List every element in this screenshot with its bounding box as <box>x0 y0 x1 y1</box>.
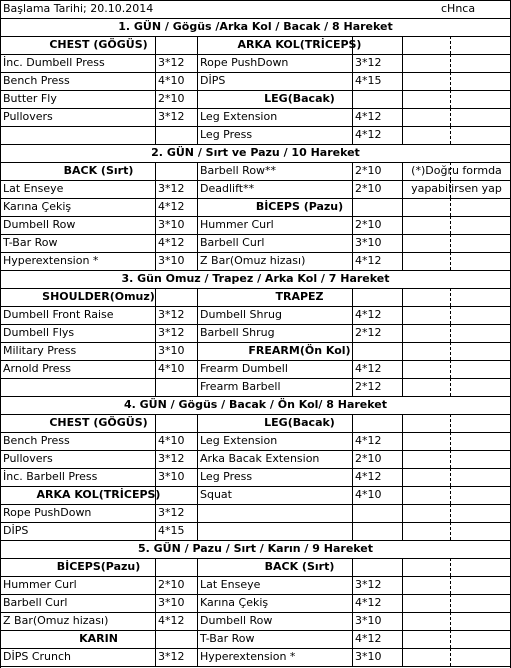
exercise-name: Dumbell Flys <box>3 326 75 339</box>
exercise-name: DİPS Crunch <box>3 650 71 663</box>
sets-reps: 4*12 <box>158 614 185 627</box>
sets-reps: 4*10 <box>158 362 185 375</box>
exercise-name: Pullovers <box>3 110 53 123</box>
sets-reps: 2*10 <box>355 452 382 465</box>
table-row <box>0 126 511 144</box>
day1-title: 1. GÜN / Gögüs /Arka Kol / Bacak / 8 Hareket <box>118 20 393 33</box>
sets-reps: 3*12 <box>355 578 382 591</box>
sets-reps: 4*15 <box>158 524 185 537</box>
day5-karin-heading: KARIN <box>79 632 118 645</box>
exercise-name: Lat Enseye <box>3 182 64 195</box>
sets-reps: 4*12 <box>355 434 382 447</box>
exercise-name: Barbell Curl <box>3 596 68 609</box>
exercise-name: Hyperextension * <box>200 650 296 663</box>
exercise-name: Butter Fly <box>3 92 57 105</box>
sets-reps: 2*10 <box>158 578 185 591</box>
day4-title-row <box>0 396 511 414</box>
sets-reps: 4*12 <box>355 254 382 267</box>
exercise-name: Leg Press <box>200 470 253 483</box>
day2-note-line1: (*)Doğru formda <box>411 164 502 177</box>
day3-title-row <box>0 270 511 288</box>
day2-title-row <box>0 144 511 162</box>
table-row <box>0 468 511 486</box>
exercise-name: Barbell Row** <box>200 164 277 177</box>
exercise-name: İnc. Dumbell Press <box>3 56 105 69</box>
table-row <box>0 342 511 360</box>
day4-chest-heading: CHEST (GÖGÜS) <box>49 416 148 429</box>
table-row <box>0 234 511 252</box>
exercise-name: Lat Enseye <box>200 578 261 591</box>
day5-biceps-heading: BİCEPS(Pazu) <box>56 560 141 573</box>
day4-header-row <box>0 414 511 432</box>
exercise-name: T-Bar Row <box>200 632 255 645</box>
header-row <box>0 0 511 18</box>
day1-chest-heading: CHEST (GÖGÜS) <box>49 38 148 51</box>
sets-reps: 3*10 <box>355 236 382 249</box>
exercise-name: Dumbell Row <box>200 614 273 627</box>
table-row <box>0 648 511 666</box>
table-row <box>0 450 511 468</box>
table-row <box>0 630 511 648</box>
day1-title-row <box>0 18 511 36</box>
sets-reps: 3*12 <box>158 110 185 123</box>
exercise-name: Pullovers <box>3 452 53 465</box>
exercise-name: DİPS <box>3 524 29 537</box>
table-row <box>0 216 511 234</box>
author-name: cHnca <box>441 2 476 15</box>
exercise-name: Karına Çekiş <box>3 200 72 213</box>
sets-reps: 4*10 <box>355 488 382 501</box>
exercise-name: Leg Extension <box>200 434 278 447</box>
sets-reps: 3*10 <box>158 344 185 357</box>
exercise-name: Rope PushDown <box>200 56 289 69</box>
table-row <box>0 108 511 126</box>
exercise-name: Hummer Curl <box>200 218 274 231</box>
sets-reps: 3*10 <box>158 218 185 231</box>
day1-leg-heading: LEG(Bacak) <box>264 92 335 105</box>
sets-reps: 3*12 <box>158 56 185 69</box>
exercise-name: Deadlift** <box>200 182 255 195</box>
table-row <box>0 324 511 342</box>
exercise-name: Rope PushDown <box>3 506 92 519</box>
exercise-name: Leg Press <box>200 128 253 141</box>
day4-title: 4. GÜN / Gögüs / Bacak / Ön Kol/ 8 Hareket <box>123 398 388 411</box>
exercise-name: Z Bar(Omuz hizası) <box>3 614 109 627</box>
exercise-name: DİPS <box>200 74 226 87</box>
exercise-name: Leg Extension <box>200 110 278 123</box>
sets-reps: 4*15 <box>355 74 382 87</box>
day3-title: 3. Gün Omuz / Trapez / Arka Kol / 7 Hareket <box>121 272 390 285</box>
sets-reps: 4*12 <box>355 362 382 375</box>
exercise-name: İnc. Barbell Press <box>3 470 98 483</box>
sets-reps: 3*12 <box>158 650 185 663</box>
day2-biceps-heading: BİCEPS (Pazu) <box>255 200 344 213</box>
exercise-name: Barbell Curl <box>200 236 265 249</box>
day3-header-row <box>0 288 511 306</box>
table-row <box>0 198 511 216</box>
sets-reps: 4*12 <box>355 110 382 123</box>
sets-reps: 4*12 <box>158 200 185 213</box>
table-row <box>0 504 511 522</box>
sets-reps: 4*12 <box>355 470 382 483</box>
day3-shoulder-heading: SHOULDER(Omuz) <box>42 290 155 303</box>
sets-reps: 2*10 <box>158 92 185 105</box>
sets-reps: 3*12 <box>355 56 382 69</box>
sets-reps: 3*12 <box>158 326 185 339</box>
day5-title-row <box>0 540 511 558</box>
day4-leg-heading: LEG(Bacak) <box>264 416 335 429</box>
sets-reps: 4*10 <box>158 74 185 87</box>
table-row <box>0 522 511 540</box>
table-row <box>0 486 511 504</box>
table-row <box>0 612 511 630</box>
sets-reps: 3*10 <box>355 650 382 663</box>
exercise-name: Military Press <box>3 344 77 357</box>
sets-reps: 3*12 <box>158 506 185 519</box>
sets-reps: 3*10 <box>158 254 185 267</box>
day2-title: 2. GÜN / Sırt ve Pazu / 10 Hareket <box>151 146 360 159</box>
sets-reps: 3*10 <box>158 470 185 483</box>
sets-reps: 4*12 <box>355 308 382 321</box>
exercise-name: Hummer Curl <box>3 578 77 591</box>
exercise-name: Dumbell Row <box>3 218 76 231</box>
exercise-name: Frearm Barbell <box>200 380 281 393</box>
table-row <box>0 90 511 108</box>
sets-reps: 3*12 <box>158 452 185 465</box>
sets-reps: 3*10 <box>355 614 382 627</box>
day2-note-line2: yapabilirsen yap <box>411 182 502 195</box>
start-date: Başlama Tarihi; 20.10.2014 <box>3 2 154 15</box>
exercise-name: Dumbell Front Raise <box>3 308 114 321</box>
exercise-name: Frearm Dumbell <box>200 362 288 375</box>
table-row <box>0 576 511 594</box>
table-row <box>0 594 511 612</box>
grid-hline <box>0 666 511 667</box>
table-row <box>0 306 511 324</box>
sets-reps: 4*12 <box>158 236 185 249</box>
sets-reps: 2*10 <box>355 182 382 195</box>
exercise-name: Bench Press <box>3 434 70 447</box>
sets-reps: 3*12 <box>158 182 185 195</box>
day3-forearm-heading: FREARM(Ön Kol) <box>248 344 351 357</box>
sets-reps: 3*12 <box>158 308 185 321</box>
exercise-name: Hyperextension * <box>3 254 99 267</box>
table-row <box>0 432 511 450</box>
exercise-name: Barbell Shrug <box>200 326 275 339</box>
sets-reps: 3*10 <box>158 596 185 609</box>
sets-reps: 4*10 <box>158 434 185 447</box>
day5-header-row <box>0 558 511 576</box>
day5-back-heading: BACK (Sırt) <box>264 560 335 573</box>
exercise-name: Arnold Press <box>3 362 72 375</box>
exercise-name: Dumbell Shrug <box>200 308 282 321</box>
day4-triceps-heading: ARKA KOL(TRİCEPS) <box>36 488 161 501</box>
exercise-name: Z Bar(Omuz hizası) <box>200 254 306 267</box>
sets-reps: 4*12 <box>355 596 382 609</box>
day1-header-row <box>0 36 511 54</box>
table-row <box>0 252 511 270</box>
exercise-name: T-Bar Row <box>3 236 58 249</box>
sets-reps: 4*12 <box>355 128 382 141</box>
day1-triceps-heading: ARKA KOL(TRİCEPS) <box>237 38 362 51</box>
exercise-name: Squat <box>200 488 232 501</box>
sets-reps: 2*10 <box>355 164 382 177</box>
table-row <box>0 54 511 72</box>
sets-reps: 2*12 <box>355 326 382 339</box>
table-row <box>0 180 511 198</box>
day2-back-heading: BACK (Sırt) <box>63 164 134 177</box>
day5-title: 5. GÜN / Pazu / Sırt / Karın / 9 Hareket <box>137 542 374 555</box>
exercise-name: Bench Press <box>3 74 70 87</box>
table-row <box>0 72 511 90</box>
day3-trapez-heading: TRAPEZ <box>275 290 324 303</box>
table-row <box>0 378 511 396</box>
table-row <box>0 360 511 378</box>
sets-reps: 2*10 <box>355 218 382 231</box>
exercise-name: Arka Bacak Extension <box>200 452 320 465</box>
exercise-name: Karına Çekiş <box>200 596 269 609</box>
sets-reps: 4*12 <box>355 632 382 645</box>
sets-reps: 2*12 <box>355 380 382 393</box>
